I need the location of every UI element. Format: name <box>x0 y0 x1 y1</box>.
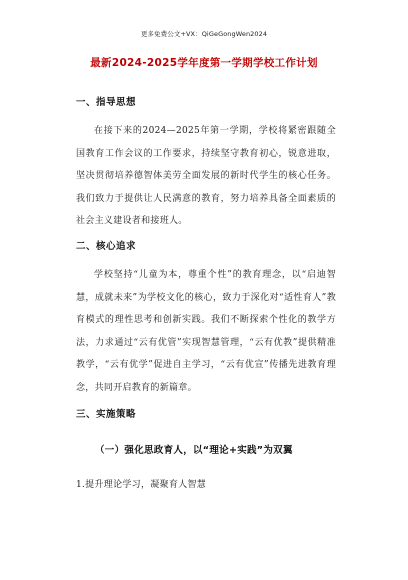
subsection-heading: （一）强化思政育人，以“理论+实践”为双翼 <box>95 445 293 456</box>
section-heading-core-pursuit: 二、核心追求 <box>76 241 137 252</box>
section-paragraph-core-pursuit: 学校坚持“儿童为本，尊重个性”的教育理念，以“启迪智慧，成就未来”为学校文化的核心，致力于深化对“适性育人”教育模式的理性思考和创新实践。我们不断探索个性化的教学方法，力求通过“云有优管”实现智慧管理，“云有优教”提供精准教学，“云有优学”促进自主学习，“云有优宣”传播先进教育理念，共同开启教育的新篇章。 <box>76 270 336 393</box>
list-item: 1.提升理论学习，凝聚育人智慧 <box>76 480 207 490</box>
section-heading-implementation-strategy: 三、实施策略 <box>76 409 137 420</box>
section-heading-guiding-thought: 一、指导思想 <box>76 97 137 108</box>
header-note: 更多免费公文+VX：QiGeGongWen2024 <box>140 30 268 38</box>
document-title: 最新2024-2025学年度第一学期学校工作计划 <box>90 57 318 69</box>
section-paragraph-guiding-thought: 在接下来的2024—2025年第一学期，学校将紧密跟随全国教育工作会议的工作要求，持续坚守教育初心，锐意进取，坚决贯彻培养德智体美劳全面发展的新时代学生的核心任务。我们致力于提供让人民满意的教育，努力培养具备全面素质的社会主义建设者和接班人。 <box>76 126 336 226</box>
